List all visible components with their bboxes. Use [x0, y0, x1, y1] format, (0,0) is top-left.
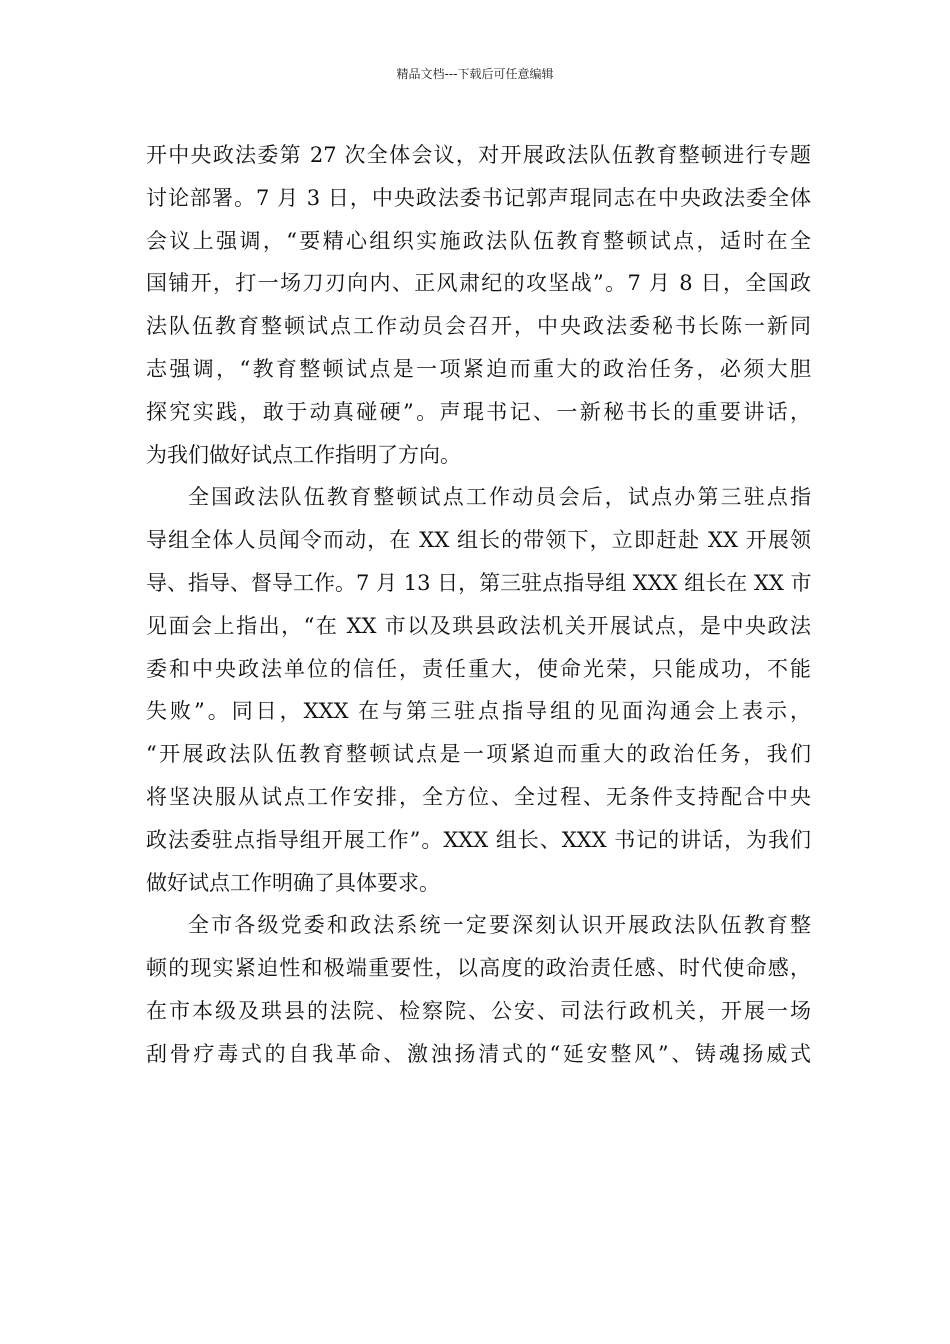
text-line: 在市本级及珙县的法院、检察院、公安、司法行政机关，开展一场	[146, 998, 811, 1023]
text-line: 导、指导、督导工作。7 月 13 日，第三驻点指导组 XXX 组长在 XX 市	[146, 570, 812, 595]
text-line: 政法委驻点指导组开展工作”。XXX 组长、XXX 书记的讲话，为我们	[146, 827, 811, 852]
paragraph-2	[146, 476, 811, 904]
text-line: 将坚决服从试点工作安排，全方位、全过程、无条件支持配合中央	[146, 784, 811, 809]
text-line: 国铺开，打一场刀刃向内、正风肃纪的攻坚战”。7 月 8 日，全国政	[146, 271, 811, 296]
text-line: 会议上强调，“要精心组织实施政法队伍教育整顿试点，适时在全	[146, 228, 811, 253]
text-line: 失败”。同日，XXX 在与第三驻点指导组的见面沟通会上表示，	[146, 699, 811, 724]
text-line: 见面会上指出，“在 XX 市以及珙县政法机关开展试点，是中央政法	[146, 613, 811, 638]
text-line: 法队伍教育整顿试点工作动员会召开，中央政法委秘书长陈一新同	[146, 314, 811, 339]
paragraph-1	[146, 134, 811, 476]
text-line: 开中央政法委第 27 次全体会议，对开展政法队伍教育整顿进行专题	[146, 143, 811, 167]
text-line: 探究实践，敢于动真碰硬”。声琨书记、一新秘书长的重要讲话，	[146, 399, 811, 424]
text-line: “开展政法队伍教育整顿试点是一项紧迫而重大的政治任务，我们	[146, 742, 811, 767]
text-line: 委和中央政法单位的信任，责任重大，使命光荣，只能成功，不能	[146, 656, 811, 681]
text-line: 为我们做好试点工作指明了方向。	[146, 442, 461, 467]
paragraph-3	[146, 904, 811, 1075]
text-line: 全市各级党委和政法系统一定要深刻认识开展政法队伍教育整	[188, 913, 811, 938]
document-body	[146, 134, 811, 1076]
text-line: 刮骨疗毒式的自我革命、激浊扬清式的“延安整风”、铸魂扬威式	[146, 1041, 811, 1066]
text-line: 做好试点工作明确了具体要求。	[146, 870, 440, 895]
page-header: 精品文档---下载后可任意编辑	[396, 67, 554, 81]
text-line: 志强调，“教育整顿试点是一项紧迫而重大的政治任务，必须大胆	[146, 356, 811, 381]
text-line: 全国政法队伍教育整顿试点工作动员会后，试点办第三驻点指	[188, 485, 811, 510]
text-line: 讨论部署。7 月 3 日，中央政法委书记郭声琨同志在中央政法委全体	[146, 185, 811, 210]
text-line: 顿的现实紧迫性和极端重要性，以高度的政治责任感、时代使命感，	[146, 956, 811, 981]
text-line: 导组全体人员闻令而动，在 XX 组长的带领下，立即赶赴 XX 开展领	[146, 528, 811, 553]
